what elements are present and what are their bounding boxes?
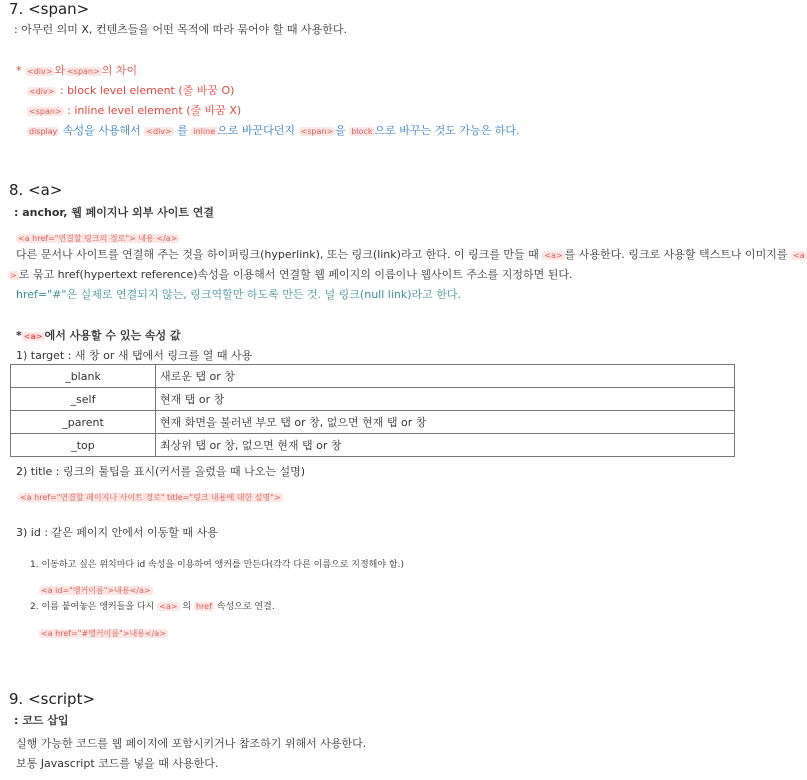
section-8-subtitle: : anchor, 웹 페이지나 외부 사이트 연결 bbox=[14, 206, 215, 219]
id-attr-heading: 3) id : 같은 페이지 안에서 이동할 때 사용 bbox=[16, 526, 218, 539]
text: 와 bbox=[54, 64, 66, 77]
inline-code: <div> bbox=[29, 87, 55, 96]
table-cell-key: _parent bbox=[11, 411, 156, 434]
attributes-heading bbox=[16, 327, 181, 343]
inline-code: display bbox=[29, 127, 58, 136]
id-step-1-code bbox=[39, 578, 153, 597]
div-span-diff-heading bbox=[16, 62, 137, 78]
text: : inline level element (줄 바꿈 X) bbox=[67, 104, 242, 117]
inline-code: <a id="앵커이름">내용</a> bbox=[41, 586, 151, 595]
inline-code: <a> bbox=[159, 602, 178, 611]
title-attr-heading: 2) title : 링크의 툴팁을 표시(커서를 올렸을 때 나오는 설명) bbox=[16, 465, 306, 478]
span-inline-note bbox=[27, 102, 241, 118]
inline-code: block bbox=[351, 127, 373, 136]
id-step-2 bbox=[30, 599, 275, 612]
text: 2. 이름 붙여놓은 앵커들을 다시 bbox=[30, 602, 155, 612]
inline-code: <span> bbox=[67, 67, 100, 76]
text: : block level element (줄 바꿈 O) bbox=[59, 84, 235, 97]
inline-code: > bbox=[10, 271, 17, 280]
null-link-note: href="#"은 실제로 연결되지 않는, 링크역할만 하도록 만든 것. 널 링크(null link)라고 한다. bbox=[16, 288, 462, 301]
star-mark: * bbox=[16, 329, 22, 342]
table-cell-value: 최상위 탭 or 창, 없으면 현재 탭 or 창 bbox=[156, 434, 735, 457]
table-cell-value: 현재 탭 or 창 bbox=[156, 388, 735, 411]
table-row bbox=[11, 434, 735, 457]
text: 로 묶고 href(hypertext reference)속성을 이용해서 연결할 웹 페이지의 이름이나 웹사이트 주소를 지정하면 된다. bbox=[18, 268, 573, 281]
section-7-description: : 아무런 의미 X, 컨텐츠들을 어떤 목적에 따라 묶어야 할 때 사용한다. bbox=[14, 23, 347, 36]
inline-code: <span> bbox=[29, 107, 62, 116]
inline-code: href bbox=[196, 602, 212, 611]
section-8-title: 8. <a> bbox=[9, 181, 63, 199]
table-cell-key: _top bbox=[11, 434, 156, 457]
inline-code: <a> bbox=[23, 332, 43, 341]
div-block-note bbox=[27, 82, 234, 98]
inline-code: <a href="#앵커이름">내용</a> bbox=[41, 629, 166, 638]
inline-code: <span> bbox=[300, 127, 334, 136]
text: 의 bbox=[182, 602, 192, 612]
inline-code: <div> bbox=[27, 67, 53, 76]
inline-code: <div> bbox=[146, 127, 172, 136]
table-cell-key: _blank bbox=[11, 365, 156, 388]
id-step-2-code bbox=[39, 621, 168, 640]
text: 으로 바꾸는 것도 가능은 하다. bbox=[374, 124, 520, 137]
script-description-2: 보통 Javascript 코드를 넣을 때 사용한다. bbox=[16, 757, 219, 770]
text: 의 차이 bbox=[101, 64, 138, 77]
text: 으로 바꾼다던지 bbox=[217, 124, 296, 137]
text: 에서 사용할 수 있는 속성 값 bbox=[44, 329, 181, 342]
target-heading: 1) target : 새 창 or 새 탭에서 링크를 열 때 사용 bbox=[16, 349, 253, 362]
table-row bbox=[11, 388, 735, 411]
inline-code: <a> bbox=[544, 251, 563, 260]
section-9-subtitle: : 코드 삽입 bbox=[14, 714, 69, 727]
a-example-code bbox=[16, 226, 179, 245]
table-row bbox=[11, 411, 735, 434]
text: 를 bbox=[177, 124, 188, 137]
section-7-title: 7. <span> bbox=[9, 0, 90, 18]
inline-code: inline bbox=[193, 127, 216, 136]
text: 다른 문서나 사이트를 연결해 주는 것을 하이퍼링크(hyperlink), 또는 링크(link)라고 한다. 이 링크를 만들 때 bbox=[16, 248, 539, 261]
inline-code: <a href="연결할 페이지나 사이트 경로" title="링크 내용에 대한 설명"> bbox=[20, 493, 281, 502]
display-property-note bbox=[27, 122, 520, 138]
text: 속성을 사용해서 bbox=[62, 124, 141, 137]
table-cell-key: _self bbox=[11, 388, 156, 411]
id-step-1: 1. 이동하고 싶은 위치마다 id 속성을 이용하여 앵커를 만든다(각각 다른 이름으로 지정해야 함.) bbox=[30, 560, 404, 570]
a-description-line1 bbox=[16, 246, 807, 262]
text: 속성으로 연결. bbox=[216, 602, 275, 612]
section-9-title: 9. <script> bbox=[9, 690, 96, 708]
script-description-1: 실행 가능한 코드를 웹 페이지에 포함시키거나 참조하기 위해서 사용한다. bbox=[16, 737, 367, 750]
table-cell-value: 새로운 탭 or 창 bbox=[156, 365, 735, 388]
inline-code: <a bbox=[793, 251, 805, 260]
table-cell-value: 현재 화면을 불러낸 부모 탭 or 창, 없으면 현재 탭 or 창 bbox=[156, 411, 735, 434]
target-values-table bbox=[10, 364, 735, 457]
text: 을 bbox=[335, 124, 346, 137]
a-description-line2 bbox=[8, 266, 573, 282]
star-mark: * bbox=[16, 64, 22, 77]
table-row bbox=[11, 365, 735, 388]
title-attr-code bbox=[18, 485, 283, 504]
text: 를 사용한다. 링크로 사용할 텍스트나 이미지를 bbox=[564, 248, 788, 261]
inline-code: <a href="연결할 링크의 경로"> 내용 </a> bbox=[18, 234, 178, 243]
